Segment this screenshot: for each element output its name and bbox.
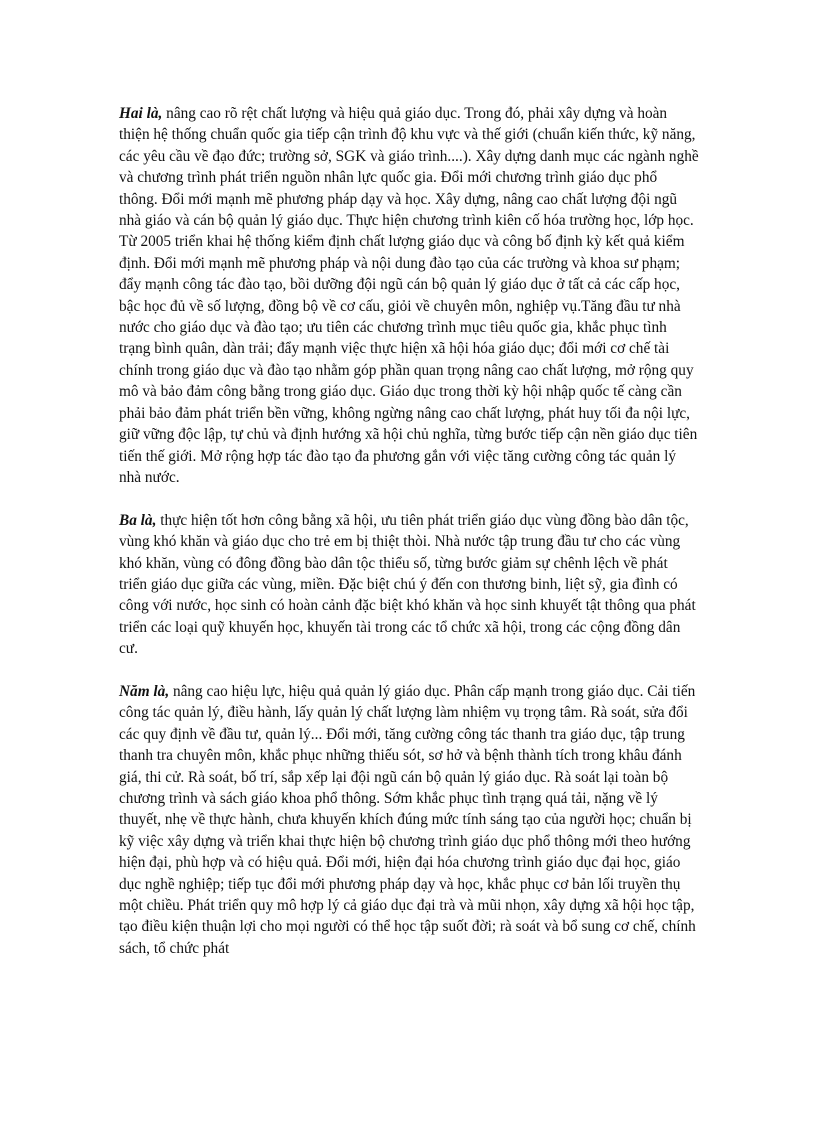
paragraph-hai-la xyxy=(119,103,699,488)
paragraph-lead: Năm là, xyxy=(119,682,170,700)
paragraph-body: nâng cao hiệu lực, hiệu quả quản lý giáo dục. Phân cấp mạnh trong giáo dục. Cải tiến công tác quản lý, điều hành, lấy quản lý chất lượng làm nhiệm vụ trọng tâm. Rà soát, sửa đổi các quy định về đầu tư, quản lý... Đổi mới, tăng cường công tác thanh tra giáo dục, tập trung thanh tra chuyên môn, khắc phục những thiếu sót, sơ hở và bệnh thành tích trong khâu đánh giá, thi cử. Rà soát, bố trí, sắp xếp lại đội ngũ cán bộ quản lý giáo dục. Rà soát lại toàn bộ chương trình và sách giáo khoa phổ thông. Sớm khắc phục tình trạng quá tải, nặng về lý thuyết, nhẹ về thực hành, chưa khuyến khích đúng mức tính sáng tạo của người học; chuẩn bị kỹ việc xây dựng và triển khai thực hiện bộ chương trình giáo dục phổ thông mới theo hướng hiện đại, phù hợp và có hiệu quả. Đổi mới, hiện đại hóa chương trình giáo dục đại học, giáo dục nghề nghiệp; tiếp tục đổi mới phương pháp dạy và học, khắc phục cơ bản lối truyền thụ một chiều. Phát triển quy mô hợp lý cả giáo dục đại trà và mũi nhọn, xây dựng xã hội học tập, tạo điều kiện thuận lợi cho mọi người có thể học tập suốt đời; rà soát và bổ sung cơ chế, chính sách, tổ chức phát xyxy=(119,682,696,957)
paragraph-lead: Hai là, xyxy=(119,105,163,122)
paragraph-body: nâng cao rõ rệt chất lượng và hiệu quả giáo dục. Trong đó, phải xây dựng và hoàn thiện hệ thống chuẩn quốc gia tiếp cận trình độ khu vực và thế giới (chuẩn kiến thức, kỹ năng, các yêu cầu về đạo đức; trường sở, SGK và giáo trình....). Xây dựng danh mục các ngành nghề và chương trình phát triển nguồn nhân lực quốc gia. Đổi mới chương trình giáo dục phổ thông. Đổi mới mạnh mẽ phương pháp dạy và học. Xây dựng, nâng cao chất lượng đội ngũ nhà giáo và cán bộ quản lý giáo dục. Thực hiện chương trình kiên cố hóa trường học, lớp học. Từ 2005 triển khai hệ thống kiểm định chất lượng giáo dục và công bố định kỳ kết quả kiểm định. Đổi mới mạnh mẽ phương pháp và nội dung đào tạo của các trường và khoa sư phạm; đẩy mạnh công tác đào tạo, bồi dưỡng đội ngũ cán bộ quản lý giáo dục ở tất cả các cấp học, bậc học đủ về số lượng, đồng bộ về cơ cấu, giỏi về chuyên môn, nghiệp vụ.Tăng đầu tư nhà nước cho giáo dục và đào tạo; ưu tiên các chương trình mục tiêu quốc gia, khắc phục tình trạng bình quân, dàn trải; đẩy mạnh việc thực hiện xã hội hóa giáo dục; đổi mới cơ chế tài chính trong giáo dục và đào tạo nhằm góp phần quan trọng nâng cao chất lượng, mở rộng quy mô và bảo đảm công bằng trong giáo dục. Giáo dục trong thời kỳ hội nhập quốc tế càng cần phải bảo đảm phát triển bền vững, không ngừng nâng cao chất lượng, phát huy tối đa nội lực, giữ vững độc lập, tự chủ và định hướng xã hội chủ nghĩa, từng bước tiếp cận nền giáo dục tiên tiến thế giới. Mở rộng hợp tác đào tạo đa phương gắn với việc tăng cường công tác quản lý nhà nước. xyxy=(119,105,699,486)
paragraph-lead: Ba là, xyxy=(119,511,157,529)
paragraph-ba-la xyxy=(119,510,699,660)
document-page xyxy=(119,103,699,981)
paragraph-body: thực hiện tốt hơn công bằng xã hội, ưu tiên phát triển giáo dục vùng đồng bào dân tộc, vùng khó khăn và giáo dục cho trẻ em bị thiệt thòi. Nhà nước tập trung đầu tư cho các vùng khó khăn, vùng có đông đồng bào dân tộc thiểu số, từng bước giảm sự chênh lệch về phát triển giáo dục giữa các vùng, miền. Đặc biệt chú ý đến con thương binh, liệt sỹ, gia đình có công với nước, học sinh có hoàn cảnh đặc biệt khó khăn và học sinh khuyết tật thông qua phát triển các loại quỹ khuyến học, khuyến tài trong các tổ chức xã hội, trong các cộng đồng dân cư. xyxy=(119,511,696,658)
paragraph-nam-la xyxy=(119,681,699,959)
